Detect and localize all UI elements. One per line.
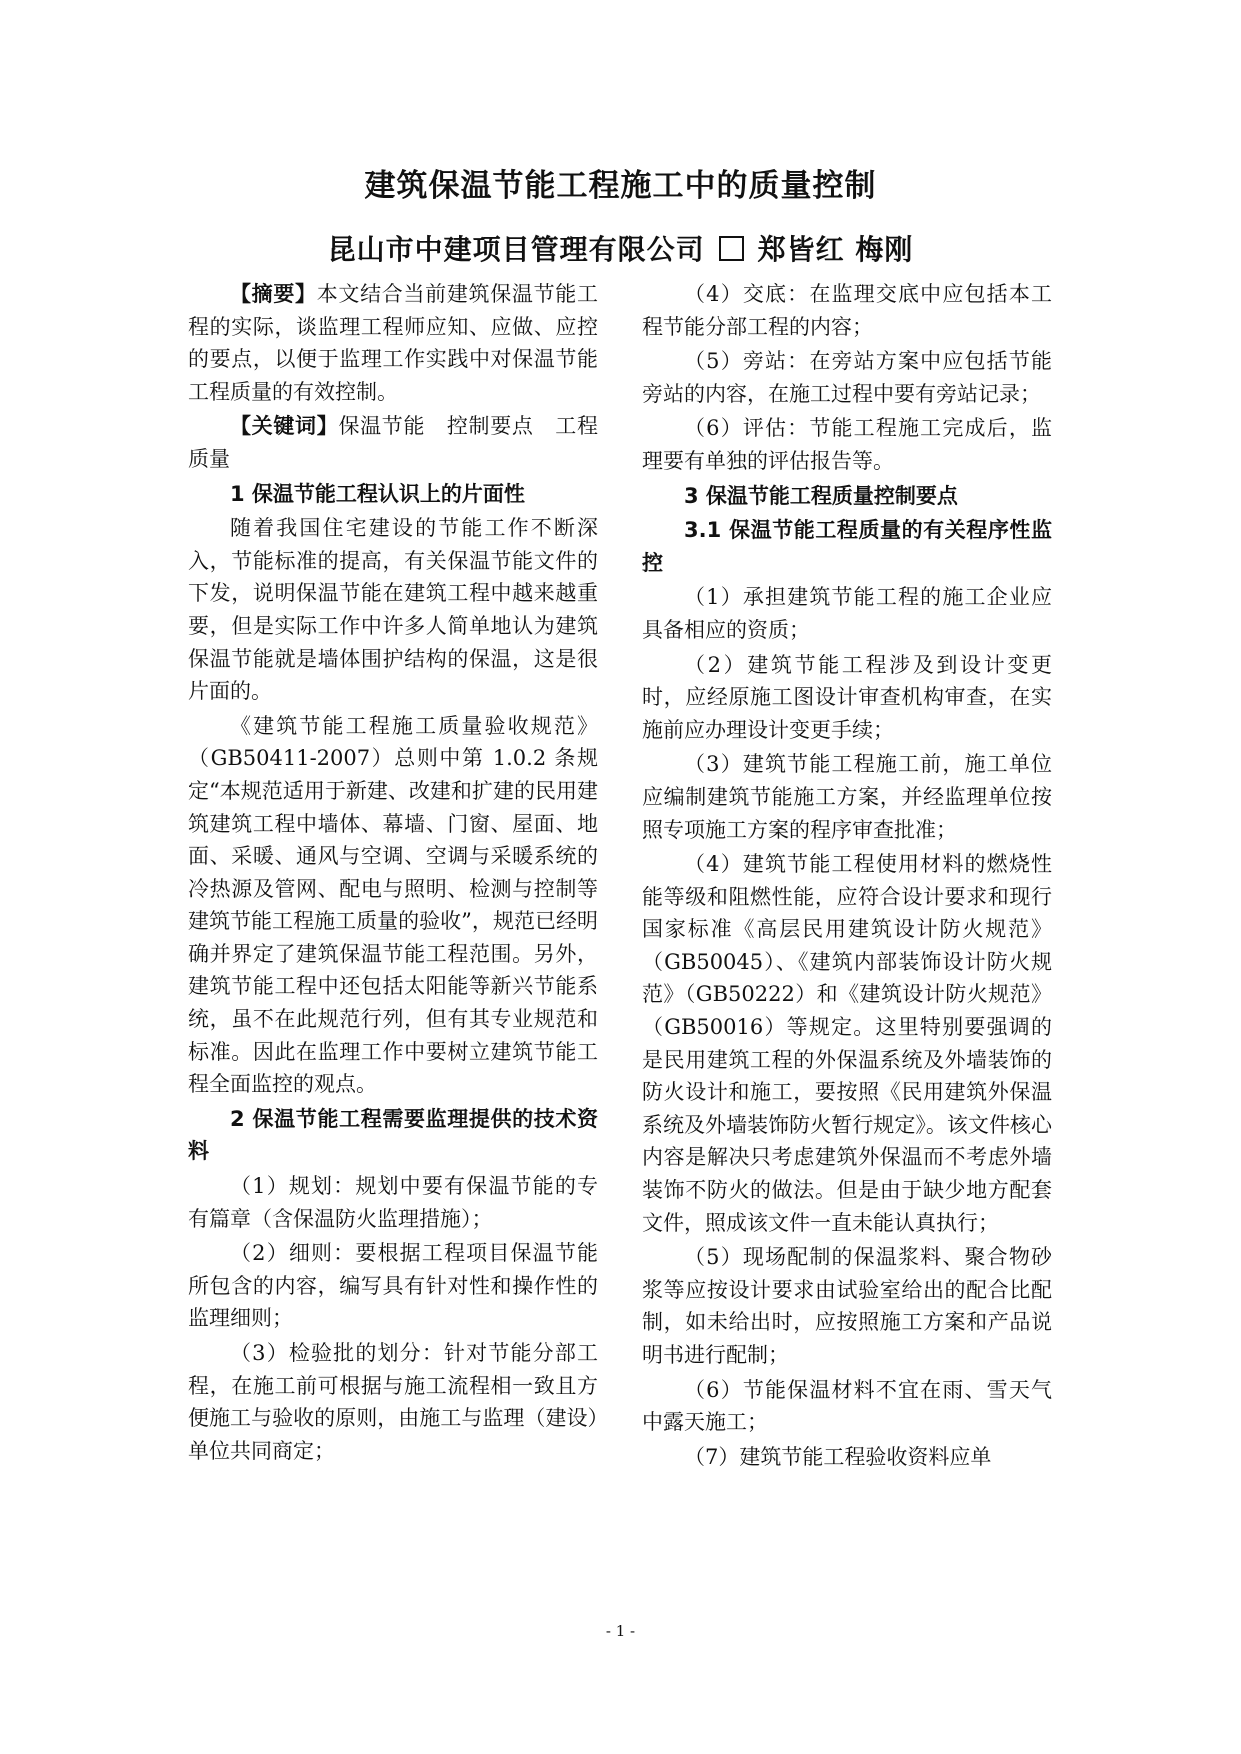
keywords-paragraph — [188, 410, 598, 475]
author-organization: 昆山市中建项目管理有限公司 — [327, 233, 705, 266]
list-item-rules: （2）细则：要根据工程项目保温节能所包含的内容，编写具有针对性和操作性的监理细则； — [188, 1241, 598, 1331]
keywords-label: 【关键词】 — [230, 414, 339, 439]
right-column — [642, 278, 1052, 1608]
control-item-5: （5）现场配制的保温浆料、聚合物砂浆等应按设计要求由试验室给出的配合比配制，如未给出时，应按照施工方案和产品说明书进行配制； — [642, 1245, 1052, 1367]
page-title: 建筑保温节能工程施工中的质量控制 — [364, 168, 877, 204]
control-item-6: （6）节能保温材料不宜在雨、雪天气中露天施工； — [642, 1377, 1052, 1435]
control-item-3: （3）建筑节能工程施工前，施工单位应编制建筑节能施工方案，并经监理单位按照专项施工方案的程序审查批准； — [642, 752, 1052, 842]
section-heading-2: 2 保温节能工程需要监理提供的技术资料 — [188, 1106, 598, 1164]
section-heading-3: 3 保温节能工程质量控制要点 — [684, 483, 958, 508]
separator-box — [719, 236, 744, 261]
page-number: - 1 - — [605, 1622, 636, 1640]
section-heading-1: 1 保温节能工程认识上的片面性 — [230, 481, 525, 506]
left-column — [188, 278, 598, 1608]
abstract-text: 本文结合当前建筑保温节能工程的实际，谈监理工程师应知、应做、应控的要点，以便于监理工作实践中对保温节能工程质量的有效控制。 — [188, 282, 598, 404]
byline — [0, 228, 1241, 268]
list-item-supervision: （5）旁站：在旁站方案中应包括节能旁站的内容，在施工过程中要有旁站记录； — [642, 349, 1052, 406]
control-item-7: （7）建筑节能工程验收资料应单 — [684, 1444, 992, 1469]
keywords-text: 保温节能 控制要点 工程质量 — [188, 414, 598, 471]
control-item-2: （2）建筑节能工程涉及到设计变更时，应经原施工图设计审查机构审查，在实施前应办理设计变更手续； — [642, 652, 1052, 742]
section-1-paragraph-1: 随着我国住宅建设的节能工作不断深入，节能标准的提高，有关保温节能文件的下发，说明保温节能在建筑工程中越来越重要，但是实际工作中许多人简单地认为建筑保温节能就是墙体围护结构的保温，这是很片面的。 — [188, 516, 598, 704]
list-item-planning: （1）规划：规划中要有保温节能的专有篇章（含保温防火监理措施）； — [188, 1174, 598, 1231]
control-item-1: （1）承担建筑节能工程的施工企业应具备相应的资质； — [642, 585, 1052, 642]
subsection-heading-3-1: 3.1 保温节能工程质量的有关程序性监控 — [642, 518, 1052, 575]
list-item-evaluation: （6）评估：节能工程施工完成后，监理要有单独的评估报告等。 — [642, 416, 1052, 473]
author-names: 郑皆红 梅刚 — [757, 233, 914, 266]
abstract-paragraph — [188, 278, 598, 408]
control-item-4: （4）建筑节能工程使用材料的燃烧性能等级和阻燃性能，应符合设计要求和现行国家标准《高层民用建筑设计防火规范》（GB50045）、《建筑内部装饰设计防火规范》（GB50222）和《建筑设计防火规范》（GB50016）等规定。这里特别要强调的是民用建筑工程的外保温系统及外墙装饰的防火设计和施工，要按照《民用建筑外保温系统及外墙装饰防火暂行规定》。该文件核心内容是解决只考虑建筑外保温而不考虑外墙装饰不防火的做法。但是由于缺少地方配套文件，照成该文件一直未能认真执行； — [642, 852, 1052, 1235]
list-item-briefing: （4）交底：在监理交底中应包括本工程节能分部工程的内容； — [642, 282, 1052, 339]
section-1-paragraph-2: 《建筑节能工程施工质量验收规范》（GB50411-2007）总则中第 1.0.2 条规定“本规范适用于新建、改建和扩建的民用建筑建筑工程中墙体、幕墙、门窗、屋面、地面、采暖、通风与空调、空调与采暖系统的冷热源及管网、配电与照明、检测与控制等建筑节能工程施工质量的验收”，规范已经明确并界定了建筑保温节能工程范围。另外，建筑节能工程中还包括太阳能等新兴节能系统，虽不在此规范行列，但有其专业规范和标准。因此在监理工作中要树立建筑节能工程全面监控的观点。 — [188, 713, 598, 1097]
list-item-inspection-batch: （3）检验批的划分：针对节能分部工程，在施工前可根据与施工流程相一致且方便施工与验收的原则，由施工与监理（建设）单位共同商定； — [188, 1341, 598, 1463]
abstract-label: 【摘要】 — [230, 282, 317, 306]
